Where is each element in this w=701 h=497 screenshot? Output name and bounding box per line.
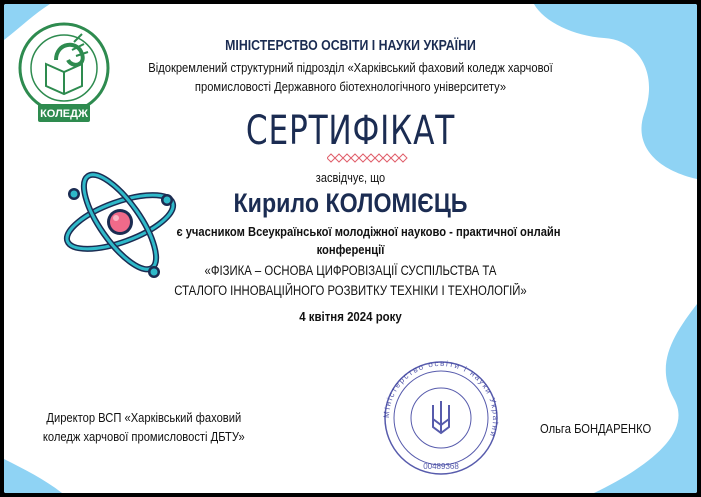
certificate-title: СЕРТИФІКАТ [245, 108, 456, 154]
conference-title-line-1: «ФІЗИКА – ОСНОВА ЦИФРОВІЗАЦІЇ СУСПІЛЬСТВА ТА [204, 263, 497, 278]
ministry-heading: МІНІСТЕРСТВО ОСВІТИ І НАУКИ УКРАЇНИ [225, 38, 476, 54]
certifies-text: засвідчує, що [315, 171, 386, 185]
signer-name: Ольга БОНДАРЕНКО [540, 421, 652, 436]
title-ornament [327, 153, 409, 163]
official-stamp [375, 359, 507, 477]
director-signature-block [32, 408, 256, 446]
director-line-1: Директор ВСП «Харківський фаховий [46, 410, 242, 425]
subdivision-line-2: промисловості Державного біотехнологічного університету» [194, 79, 507, 94]
stamp-ring-text: Міністерство освіти і науки України [381, 359, 501, 439]
participation-line-1: є учасником Всеукраїнської молодіжної науково - практичної онлайн [176, 224, 561, 239]
subdivision-line-1: Відокремлений структурний підрозділ «Харківський фаховий коледж харчової [148, 60, 553, 75]
trident-icon [433, 401, 449, 433]
recipient-name: Кирило КОЛОМІЄЦЬ [233, 188, 468, 218]
conference-title-line-2: СТАЛОГО ІННОВАЦІЙНОГО РОЗВИТКУ ТЕХНІКИ І ТЕХНОЛОГІЙ» [174, 283, 527, 298]
participation-line-2: конференції [316, 242, 385, 257]
stamp-code: 00489368 [423, 462, 459, 471]
director-line-2: коледж харчової промисловості ДБТУ» [42, 429, 245, 444]
bottom-left-blob [4, 459, 64, 493]
logo-badge-label: КОЛЕДЖ [40, 108, 88, 120]
certificate-page [4, 4, 697, 493]
bottom-right-blob [564, 304, 697, 493]
event-date: 4 квітня 2024 року [299, 309, 402, 324]
